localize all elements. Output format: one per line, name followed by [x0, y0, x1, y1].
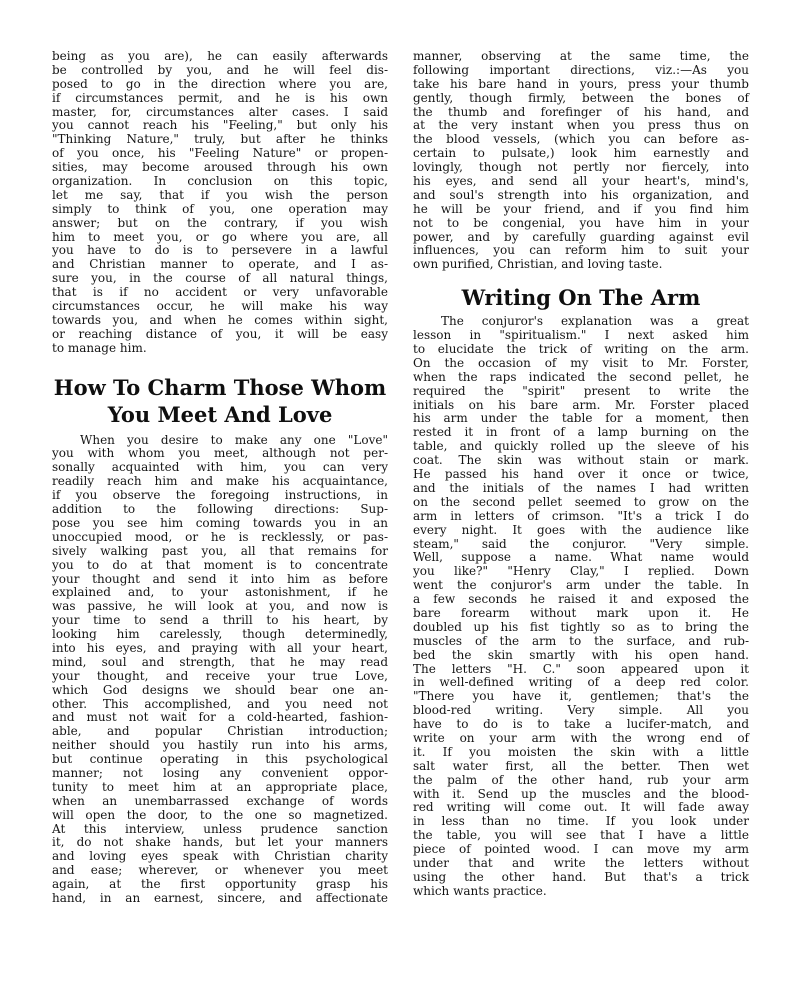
text-line: readily reach him and make his acquaintance,: [52, 474, 388, 489]
text-line: doubled up his fist tightly so as to bring the: [413, 619, 749, 634]
text-line: unoccupied mood, or he is recklessly, or pas-: [52, 529, 388, 544]
text-line: organization. In conclusion on this topic,: [52, 174, 388, 189]
right-column: [413, 50, 749, 899]
text-line: required the "spirit" present to write the: [413, 383, 749, 398]
text-line: power, and by carefully guarding against evil: [413, 229, 749, 244]
text-line: with it. Send up the muscles and the blood-: [413, 786, 749, 801]
text-line: if you observe the foregoing instructions, in: [52, 488, 388, 503]
text-line: explained and, to your astonishment, if he: [52, 585, 388, 600]
text-line: sities, may become aroused through his own: [52, 160, 388, 175]
text-line: muscles of the arm to the surface, and rub-: [413, 633, 749, 648]
right-paragraph-1: [413, 50, 749, 272]
section-heading-charm-line-2: You Meet And Love: [107, 401, 333, 427]
text-line: his arm under the table for a moment, then: [413, 411, 749, 426]
text-line: "Thinking Nature," truly, but after he thinks: [52, 132, 388, 147]
text-line: but continue operating in this psychological: [52, 752, 388, 767]
text-line: to manage him.: [52, 340, 147, 355]
text-line: blood-red writing. Very simple. All you: [413, 703, 749, 718]
text-line: The conjuror's explanation was a great: [441, 314, 749, 329]
text-line: you to do at that moment is to concentrate: [52, 557, 388, 572]
text-line: the table, you will see that I have a little: [413, 828, 749, 843]
text-line: being as you are), he can easily afterwards: [52, 49, 388, 63]
text-line: under that and write the letters without: [413, 855, 749, 870]
text-line: which God designs we should bear one an-: [52, 682, 388, 697]
text-line: that is if no accident or very unfavorable: [52, 285, 388, 300]
text-line: Well, suppose a name. What name would: [413, 550, 749, 565]
text-line: manner; not losing any convenient oppor-: [52, 765, 388, 780]
text-line: towards you, and when he comes within sight,: [52, 312, 388, 327]
text-line: rested it in front of a lamp burning on the: [413, 425, 749, 440]
text-line: when an unembarrassed exchange of words: [52, 793, 388, 808]
text-line: went the conjuror's arm under the table. In: [413, 578, 749, 593]
text-line: his eyes, and send all your heart's, mind's,: [413, 174, 749, 189]
text-line: neither should you hastily run into his arms,: [52, 738, 388, 753]
text-line: you like?" "Henry Clay," I replied. Down: [413, 564, 749, 579]
text-line: hand, in an earnest, sincere, and affectionate: [52, 890, 388, 905]
text-line: steam," said the conjuror. "Very simple.: [413, 536, 749, 551]
text-line: master, for, circumstances alter cases. I said: [52, 104, 388, 119]
text-line: the palm of the other hand, rub your arm: [413, 772, 749, 787]
text-line: at the very instant when you press thus on: [413, 118, 749, 133]
text-line: or reaching distance of you, it will be easy: [52, 326, 388, 341]
text-line: your time to send a thrill to his heart, by: [52, 613, 388, 628]
text-line: sure you, in the course of all natural things,: [52, 271, 388, 286]
text-line: and the initials of the names I had written: [413, 480, 749, 495]
text-line: take his bare hand in yours, press your thumb: [413, 76, 749, 91]
text-line: when the raps indicated the second pellet, he: [413, 369, 749, 384]
left-column: [52, 50, 388, 906]
text-line: you cannot reach his "Feeling," but only his: [52, 118, 388, 133]
text-line: he will be your friend, and if you find him: [413, 201, 749, 216]
text-line: coat. The skin was without stain or mark.: [413, 453, 749, 468]
text-line: and ease; wherever, or whenever you meet: [52, 863, 388, 878]
text-line: gently, though firmly, between the bones of: [413, 90, 749, 105]
text-line: in well-defined writing of a deep red color.: [413, 675, 749, 690]
text-line: pose you see him coming towards you in an: [52, 515, 388, 530]
text-line: sively walking past you, all that remains for: [52, 543, 388, 558]
text-line: and loving eyes speak with Christian charity: [52, 849, 388, 864]
text-line: table, and quickly rolled up the sleeve of his: [413, 439, 749, 454]
text-line: sonally acquainted with him, you can very: [52, 460, 388, 475]
text-line: you have to do is to persevere in a lawful: [52, 243, 388, 258]
text-line: bare forearm without mark upon it. He: [413, 605, 749, 620]
text-line: of you once, his "Feeling Nature" or propen-: [52, 146, 388, 161]
text-line: if circumstances permit, and he is his own: [52, 90, 388, 105]
text-line: tunity to meet him at an appropriate place,: [52, 779, 388, 794]
text-line: lovingly, though not pertly nor fiercely, into: [413, 160, 749, 175]
text-line: which wants practice.: [413, 883, 547, 898]
text-line: own purified, Christian, and loving taste.: [413, 257, 663, 272]
text-line: will open the door, to the one so magnetized.: [52, 807, 388, 822]
section-heading-writing: Writing On The Arm: [461, 285, 701, 311]
text-line: simply to think of you, one operation may: [52, 201, 388, 216]
text-line: arm in letters of crimson. "It's a trick I do: [413, 508, 749, 523]
text-line: mind, soul and strength, that he may read: [52, 654, 388, 669]
text-line: to elucidate the trick of writing on the arm.: [413, 342, 749, 357]
text-line: again, at the first opportunity grasp his: [52, 877, 388, 892]
text-line: When you desire to make any one "Love": [80, 432, 388, 447]
text-line: addition to the following directions: Sup-: [52, 502, 388, 517]
left-paragraph-2: [52, 434, 388, 906]
left-paragraph-1: [52, 50, 388, 356]
text-line: let me say, that if you wish the person: [52, 187, 388, 202]
text-line: write on your arm with the wrong end of: [413, 730, 749, 745]
text-line: and Christian manner to operate, and I as-: [52, 257, 388, 272]
text-line: it. If you moisten the skin with a little: [413, 744, 749, 759]
right-paragraph-2: [413, 315, 749, 898]
text-line: every night. It goes with the audience like: [413, 522, 749, 537]
text-line: have to do is to take a lucifer-match, and: [413, 717, 749, 732]
text-line: using the other hand. But that's a trick: [413, 869, 749, 884]
text-line: and soul's strength into his organization, and: [413, 187, 749, 202]
text-line: piece of pointed wood. I can move my arm: [413, 842, 749, 857]
text-line: initials on his bare arm. Mr. Forster placed: [413, 397, 749, 412]
text-line: influences, you can reform him to suit your: [413, 243, 749, 258]
text-line: bed the skin smartly with his open hand.: [413, 647, 749, 662]
text-line: He passed his hand over it once or twice,: [413, 467, 749, 482]
text-line: be controlled by you, and he will feel dis-: [52, 62, 388, 77]
text-line: able, and popular Christian introduction;: [52, 724, 388, 739]
text-line: other. This accomplished, and you need not: [52, 696, 388, 711]
text-line: red writing will come out. It will fade away: [413, 800, 749, 815]
text-line: and must not wait for a cold-hearted, fashion-: [52, 710, 388, 725]
text-line: At this interview, unless prudence sanction: [52, 821, 388, 836]
text-line: circumstances occur, he will make his way: [52, 299, 388, 314]
text-line: manner, observing at the same time, the: [413, 49, 749, 63]
text-line: following important directions, viz.:—As you: [413, 62, 749, 77]
text-line: posed to go in the direction where you are,: [52, 76, 388, 91]
text-line: certain to pulsate,) look him earnestly and: [413, 146, 749, 161]
text-line: The letters "H. C." soon appeared upon it: [413, 661, 749, 676]
text-line: On the occasion of my visit to Mr. Forster,: [413, 355, 749, 370]
text-line: on the second pellet seemed to grow on the: [413, 494, 749, 509]
text-line: the blood vessels, (which you can before as-: [413, 132, 749, 147]
text-line: looking him carelessly, though determinedly,: [52, 627, 388, 642]
text-line: in less than no time. If you look under: [413, 814, 749, 829]
text-line: salt water first, all the better. Then wet: [413, 758, 749, 773]
section-heading-charm: How To Charm Those Whom: [53, 374, 387, 400]
text-line: not to be congenial, you have him in your: [413, 215, 749, 230]
text-line: was passive, he will look at you, and now is: [52, 599, 388, 614]
text-line: him to meet you, or go where you are, all: [52, 229, 388, 244]
text-line: it, do not shake hands, but let your manners: [52, 835, 388, 850]
text-line: lesson in "spiritualism." I next asked him: [413, 328, 749, 343]
text-line: the thumb and forefinger of his hand, and: [413, 104, 749, 119]
text-line: answer; but on the contrary, if you wish: [52, 215, 388, 230]
text-line: you with whom you meet, although not per-: [52, 446, 388, 461]
text-line: "There you have it, gentlemen; that's the: [413, 689, 749, 704]
text-line: your thought, and receive your true Love,: [52, 668, 388, 683]
text-line: your thought and send it into him as before: [52, 571, 388, 586]
text-line: into his eyes, and praying with all your heart,: [52, 640, 388, 655]
text-line: a few seconds he raised it and exposed the: [413, 592, 749, 607]
